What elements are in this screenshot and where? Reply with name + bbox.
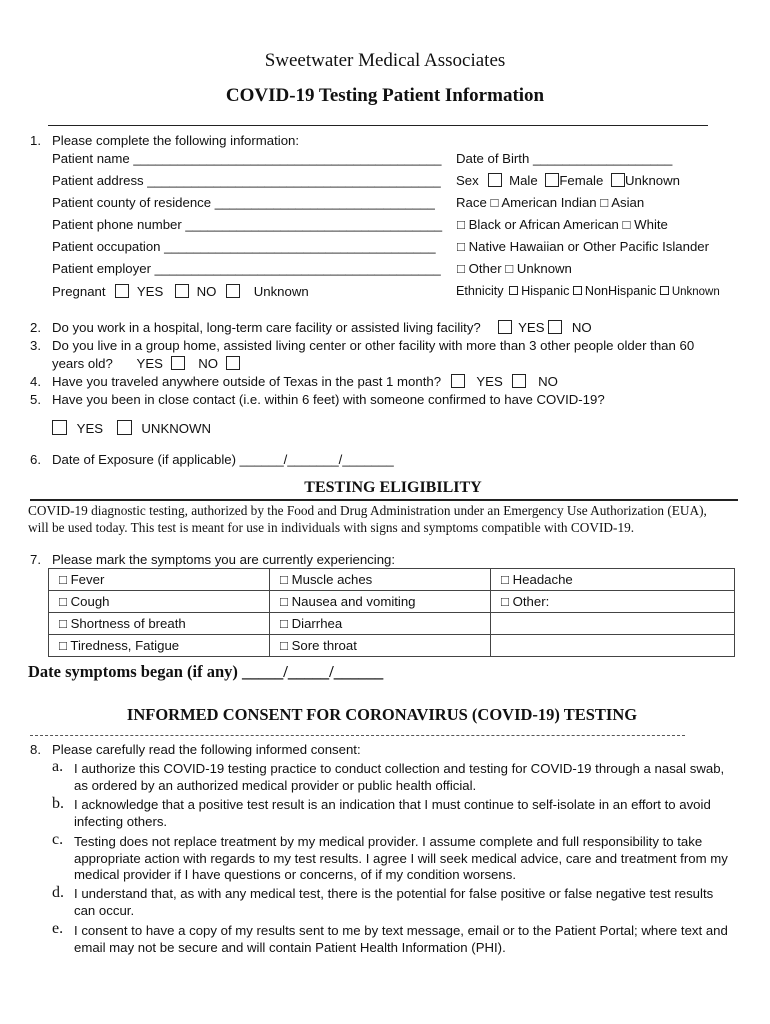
patient-phone-field[interactable]: Patient phone number ___________________________________ [52,217,443,232]
symptom-empty-cell [491,635,735,657]
symptom-other[interactable]: □ Other: [491,591,735,613]
consent-rule [30,735,685,736]
ethnicity-hispanic-checkbox[interactable] [509,286,518,295]
q3-no-checkbox[interactable] [226,356,240,370]
patient-county-field[interactable]: Patient county of residence ______________________________ [52,195,435,210]
q4-yes-label: YES [476,374,503,389]
patient-address-field[interactable]: Patient address ________________________________________ [52,173,441,188]
pregnant-yes-checkbox[interactable] [115,284,129,298]
sex-female-checkbox[interactable] [545,173,559,187]
sex-row [456,173,680,188]
patient-name-field[interactable]: Patient name __________________________________________ [52,151,442,166]
consent-item-e: I consent to have a copy of my results sent to me by text message, email or to the Patient Portal; where text and email may not be secure and will contain Patient Health Information (PHI). [74,923,728,955]
consent-letter-d: d. [52,884,64,901]
sex-male-checkbox[interactable] [488,173,502,187]
q1-number: 1. [30,133,41,148]
sex-unknown-label: Unknown [625,173,680,188]
symptoms-table [48,568,735,657]
eligibility-heading: TESTING ELIGIBILITY [304,479,482,496]
q5-yes-label: YES [76,421,104,436]
q7-text: Please mark the symptoms you are currently experiencing: [52,552,396,567]
symptom-tiredness[interactable]: □ Tiredness, Fatigue [49,635,270,657]
symptom-shortness-of-breath[interactable]: □ Shortness of breath [49,613,270,635]
table-row [49,591,735,613]
q5-yes-checkbox[interactable] [52,420,67,435]
symptom-empty-cell [491,613,735,635]
dob-field[interactable]: Date of Birth ___________________ [456,151,673,166]
consent-item-a: I authorize this COVID-19 testing practice to conduct collection and testing for COVID-19 through a nasal swab, as ordered by an authorized medical provider or public health official. [74,761,725,793]
q2-number: 2. [30,320,41,335]
sex-male-label: Male [509,173,538,188]
table-row [49,569,735,591]
q5-unknown-label: UNKNOWN [141,421,212,436]
ethnicity-label: Ethnicity [456,284,504,298]
consent-letter-a: a. [52,758,64,775]
table-row [49,635,735,657]
ethnicity-unknown-label: Unknown [671,286,720,298]
q3-text-line1: Do you live in a group home, assisted living center or other facility with more than 3 other people older than 60 [52,338,695,353]
race-row-4[interactable]: □ Other □ Unknown [457,261,572,276]
q7-number: 7. [30,552,41,567]
q5-number: 5. [30,392,41,407]
q3-number: 3. [30,338,41,353]
org-name: Sweetwater Medical Associates [264,50,506,71]
ethnicity-nonhispanic-label: NonHispanic [584,284,657,298]
ethnicity-row [456,284,720,298]
q3-row [52,356,240,371]
patient-occupation-field[interactable]: Patient occupation _____________________________________ [52,239,436,254]
consent-item-d: I understand that, as with any medical test, there is the potential for false positive or false negative test results can occur. [74,886,714,918]
race-row-2[interactable]: □ Black or African American □ White [457,217,668,232]
pregnant-unknown-checkbox[interactable] [226,284,240,298]
race-row-1[interactable]: Race □ American Indian □ Asian [456,195,645,210]
pregnant-yes-label: YES [136,284,164,299]
q1-intro: Please complete the following information: [52,133,300,148]
pregnant-unknown-label: Unknown [253,284,309,299]
table-row [49,613,735,635]
q3-yes-checkbox[interactable] [171,356,185,370]
q4-row [52,374,558,389]
consent-letter-c: c. [52,831,64,848]
sex-female-label: Female [559,173,604,188]
q8-intro: Please carefully read the following informed consent: [52,742,361,757]
q4-number: 4. [30,374,41,389]
consent-heading: INFORMED CONSENT FOR CORONAVIRUS (COVID-19) TESTING [126,705,638,724]
symptom-diarrhea[interactable]: □ Diarrhea [270,613,491,635]
q2-row [52,320,592,335]
form-title: COVID-19 Testing Patient Information [225,85,545,106]
pregnant-no-label: NO [196,284,217,299]
q5-unknown-checkbox[interactable] [117,420,132,435]
patient-employer-field[interactable]: Patient employer _______________________________________ [52,261,441,276]
pregnant-row [52,284,309,299]
exposure-date-field[interactable]: Date of Exposure (if applicable) ______/_______/_______ [52,452,394,467]
q4-yes-checkbox[interactable] [451,374,465,388]
ethnicity-hispanic-label: Hispanic [521,284,570,298]
symptom-sore-throat[interactable]: □ Sore throat [270,635,491,657]
pregnant-no-checkbox[interactable] [175,284,189,298]
q4-text: Have you traveled anywhere outside of Texas in the past 1 month? [52,374,442,389]
symptom-muscle-aches[interactable]: □ Muscle aches [270,569,491,591]
header-rule [48,125,708,126]
consent-item-b: I acknowledge that a positive test result is an indication that I must continue to self-isolate in an effort to avoid infecting others. [74,797,711,829]
eligibility-paragraph: COVID-19 diagnostic testing, authorized by the Food and Drug Administration under an Emergency Use Authorization (EUA), will be used today. This test is meant for use in individuals with signs and symptoms compatible with COVID-19. [28,503,707,535]
q3-no-label: NO [198,356,219,371]
q5-options [52,420,211,436]
q4-no-checkbox[interactable] [512,374,526,388]
q2-yes-label: YES [518,320,545,335]
consent-letter-e: e. [52,920,64,937]
race-row-3[interactable]: □ Native Hawaiian or Other Pacific Islander [457,239,710,254]
pregnant-label: Pregnant [52,284,106,299]
q6-number: 6. [30,452,41,467]
q2-yes-checkbox[interactable] [498,320,512,334]
q3-yes-label: YES [136,356,163,371]
q3-text-line2: years old? [52,356,113,371]
q8-number: 8. [30,742,41,757]
consent-item-c: Testing does not replace treatment by my medical provider. I assume complete and full responsibility to take appropriate action with regards to my test results. I agree I will seek medical advice, care and treatment from my medical provider if I have questions or concerns, of if my condition worsens. [74,834,728,882]
sex-label: Sex [456,173,479,188]
symptom-nausea[interactable]: □ Nausea and vomiting [270,591,491,613]
date-symptoms-field[interactable]: Date symptoms began (if any) _____/_____/______ [28,662,384,681]
q2-text: Do you work in a hospital, long-term care facility or assisted living facility? [52,320,481,335]
symptom-headache[interactable]: □ Headache [491,569,735,591]
consent-letter-b: b. [52,795,64,812]
symptom-cough[interactable]: □ Cough [49,591,270,613]
q2-no-label: NO [571,320,592,335]
sex-unknown-checkbox[interactable] [611,173,625,187]
q2-no-checkbox[interactable] [548,320,562,334]
ethnicity-nonhispanic-checkbox[interactable] [573,286,582,295]
q4-no-label: NO [538,374,558,389]
ethnicity-unknown-checkbox[interactable] [660,286,669,295]
eligibility-rule [30,499,738,501]
q5-text: Have you been in close contact (i.e. within 6 feet) with someone confirmed to have COVID-19? [52,392,605,407]
symptom-fever[interactable]: □ Fever [49,569,270,591]
